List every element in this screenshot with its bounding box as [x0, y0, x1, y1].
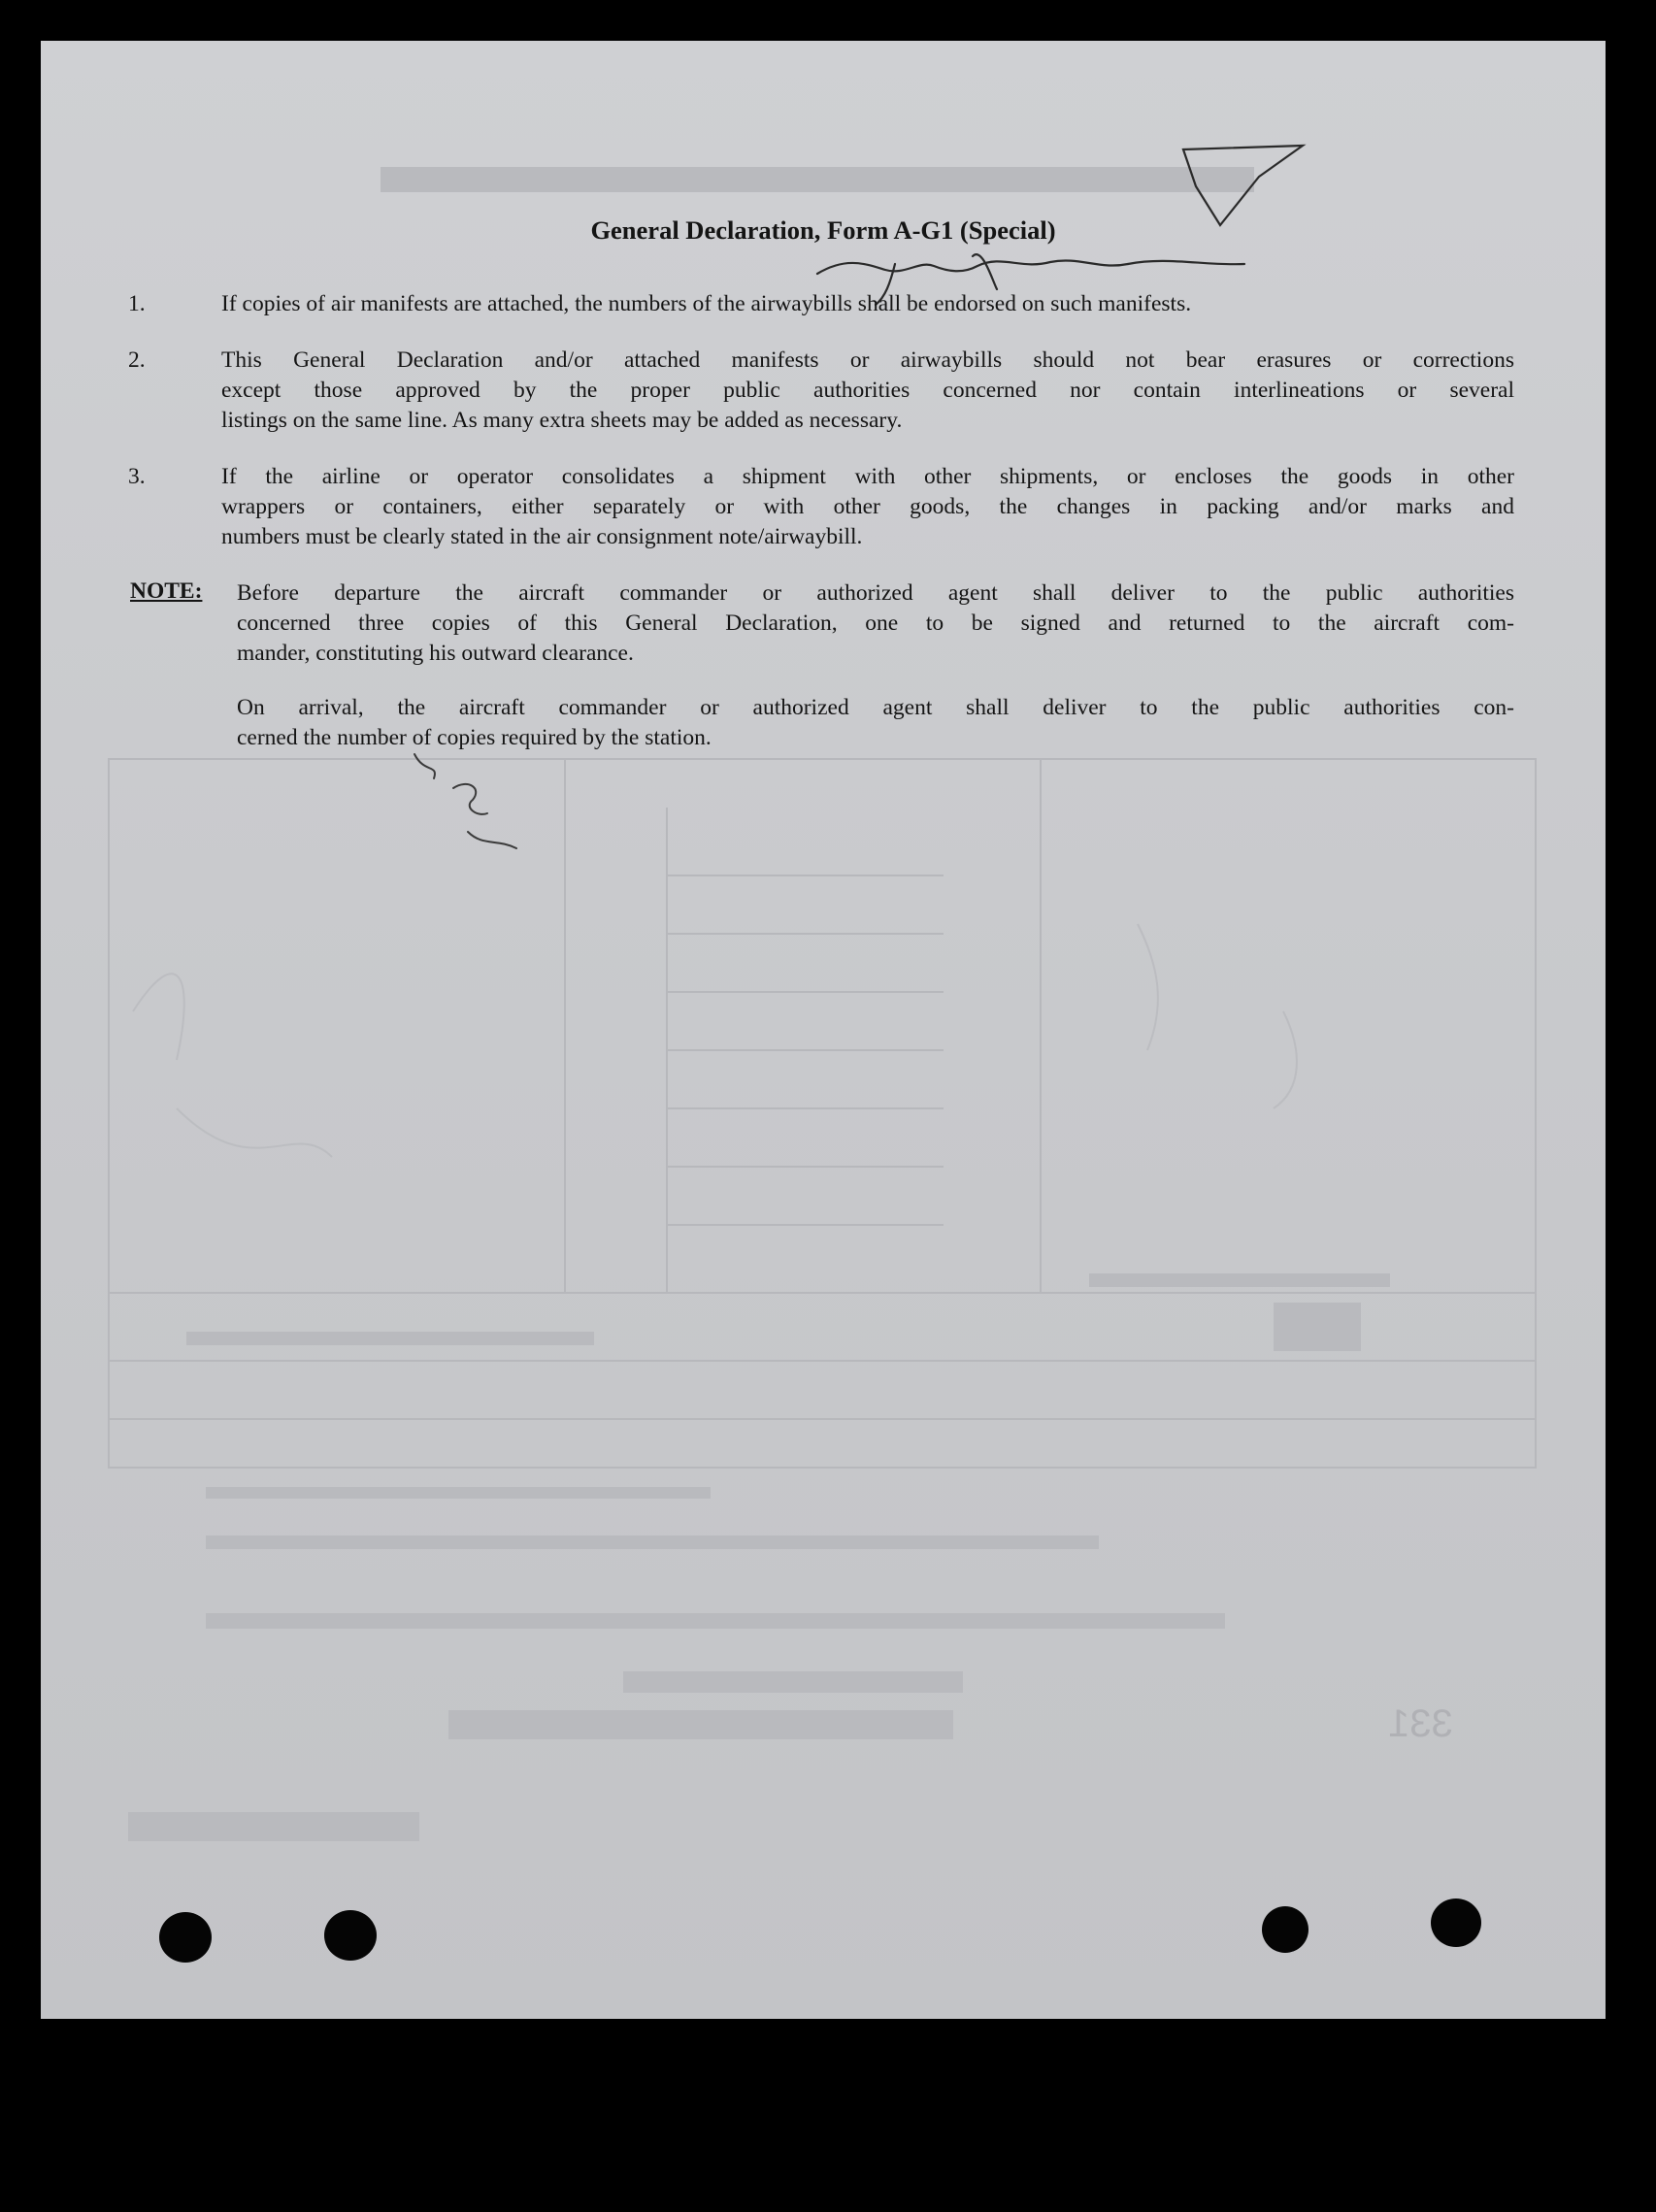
- form-title: General Declaration, Form A-G1 (Special): [590, 215, 1056, 245]
- instruction-item-3: [128, 462, 1514, 552]
- note-line: Before departure the aircraft commander or authorized agent shall deliver to the public authorities: [237, 580, 1514, 606]
- instruction-line: numbers must be clearly stated in the air consignment note/airwaybill.: [221, 524, 863, 549]
- note-label: NOTE:: [130, 578, 203, 604]
- punch-hole: [1431, 1898, 1481, 1947]
- instruction-number: 1.: [128, 291, 146, 316]
- bleed-through-layer: [41, 41, 1606, 2019]
- note-line: On arrival, the aircraft commander or authorized agent shall deliver to the public authorities con-: [237, 695, 1514, 720]
- instruction-number: 3.: [128, 464, 146, 489]
- instruction-line: except those approved by the proper public authorities concerned nor contain interlineations or several: [221, 378, 1514, 403]
- punch-hole: [1262, 1906, 1308, 1953]
- bleed-through-page-number: 331: [1388, 1702, 1453, 1745]
- instruction-line: This General Declaration and/or attached manifests or airwaybills should not bear erasures or corrections: [221, 347, 1514, 373]
- instruction-item-1: [128, 289, 1514, 319]
- instruction-item-2: [128, 346, 1514, 436]
- instruction-line: wrappers or containers, either separately or with other goods, the changes in packing and/or marks and: [221, 494, 1514, 519]
- note-line: cerned the number of copies required by the station.: [237, 725, 712, 750]
- note-line: mander, constituting his outward clearance.: [237, 641, 634, 666]
- note-paragraph-2: [237, 693, 1514, 753]
- instruction-number: 2.: [128, 347, 146, 373]
- handwritten-signature: [41, 41, 1606, 2019]
- punch-hole: [324, 1910, 377, 1961]
- punch-hole: [159, 1912, 212, 1963]
- instruction-line: If the airline or operator consolidates a shipment with other shipments, or encloses the goods in other: [221, 464, 1514, 489]
- note-line: concerned three copies of this General Declaration, one to be signed and returned to the aircraft com-: [237, 611, 1514, 636]
- note-paragraph-1: [237, 578, 1514, 669]
- instruction-line: listings on the same line. As many extra sheets may be added as necessary.: [221, 408, 903, 433]
- document-page: [41, 41, 1606, 2019]
- instruction-line: If copies of air manifests are attached, the numbers of the airwaybills shall be endorsed on such manifests.: [221, 291, 1192, 316]
